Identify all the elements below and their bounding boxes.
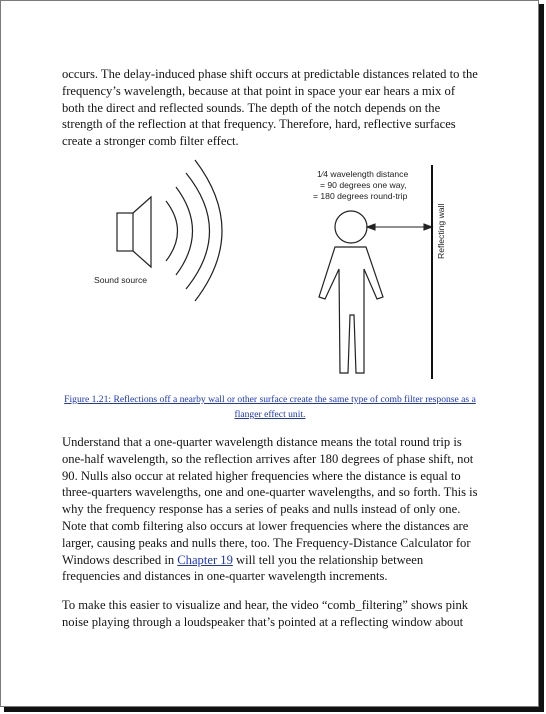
sound-source-label: Sound source bbox=[94, 275, 148, 285]
paragraph-1: occurs. The delay-induced phase shift occurs at predictable distances related to the frequency’s wavelength, because at that point in space your ear hears a mix of both the direct and reflected sounds. The depth of the notch depends on the strength of the reflection at that frequency. Therefore, hard, reflective surfaces create a stronger comb filter effect. bbox=[62, 67, 478, 149]
distance-label-line-1: 1⁄4 wavelength distance bbox=[317, 169, 409, 179]
figure-1-21 bbox=[81, 159, 451, 387]
distance-label-line-2: = 90 degrees one way, bbox=[320, 180, 407, 190]
paragraph-2-text-before-link: Understand that a one-quarter wavelength distance means the total round trip is one-half wavelength, so the reflection arrives after 180 degrees of phase shift, not 90. Nulls also occur at related higher frequencies where the distance is equal to three-quarters wavelengths, one and one-quarter wavelengths, and so forth. This is why the frequency response has a series of peaks and nulls instead of only one. Note that comb filtering also occurs at lower frequencies where the distances are larger, causing peaks and nulls there, too. The Frequency-Distance Calculator for Windows described in bbox=[62, 435, 478, 567]
page-shadow-bottom bbox=[4, 707, 544, 712]
page-shadow-right bbox=[539, 4, 544, 710]
reflecting-wall-label: Reflecting wall bbox=[436, 203, 446, 259]
chapter-19-link[interactable]: Chapter 19 bbox=[177, 552, 233, 567]
sound-waves bbox=[166, 160, 222, 301]
paragraph-2-text-after-link: will tell you the relationship between frequencies and distances in one-quarter wavelength increments. bbox=[62, 552, 424, 584]
figure-caption[interactable]: Figure 1.21: Reflections off a nearby wall or other surface create the same type of comb filter response as a flanger effect unit. bbox=[64, 394, 476, 420]
distance-arrow bbox=[367, 224, 432, 230]
paragraph-2 bbox=[62, 434, 478, 585]
paragraph-3: To make this easier to visualize and hear, the video “comb_filtering” shows pink noise playing through a loudspeaker that’s pointed at a reflecting window about bbox=[62, 598, 469, 629]
loudspeaker-icon bbox=[117, 197, 151, 267]
distance-label-line-3: = 180 degrees round-trip bbox=[313, 191, 408, 201]
listener-figure bbox=[319, 211, 383, 373]
